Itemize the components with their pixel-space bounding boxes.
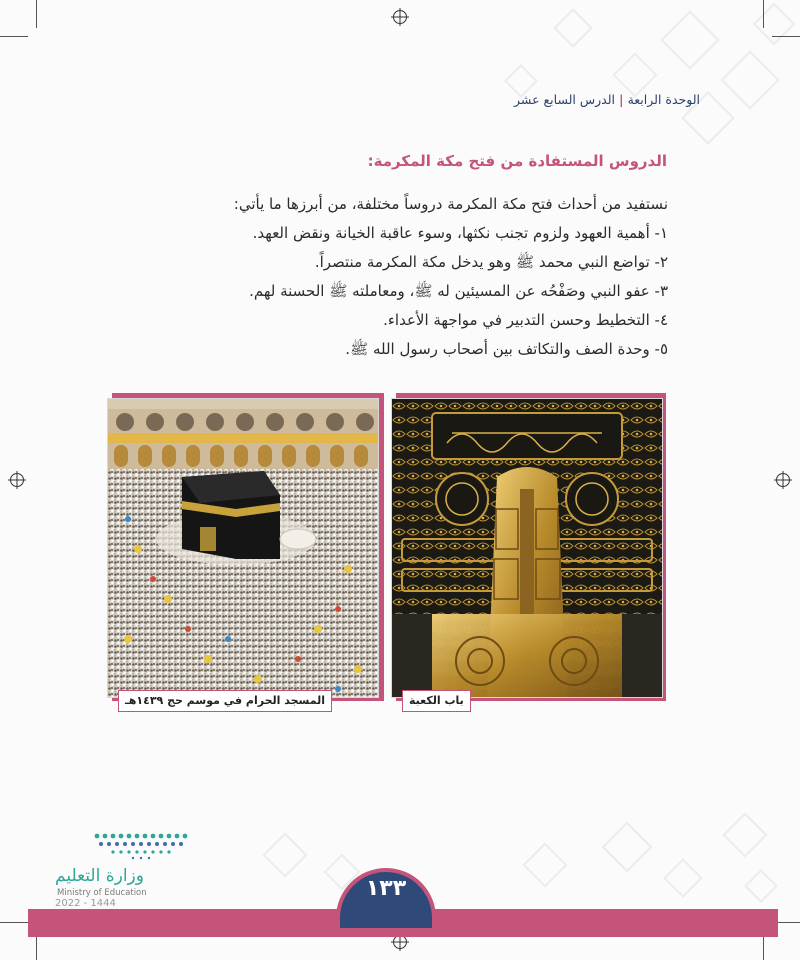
registration-mark-icon bbox=[393, 10, 407, 24]
intro-paragraph: نستفيد من أحداث فتح مكة المكرمة دروساً مختلفة، من أبرزها ما يأتي: bbox=[233, 195, 668, 213]
kaaba-door-photo bbox=[391, 398, 663, 698]
ministry-logo-icon bbox=[55, 828, 195, 862]
registration-mark-icon bbox=[776, 473, 790, 487]
registration-mark-icon bbox=[393, 935, 407, 949]
list-item: ٢- تواضع النبي محمد ﷺ وهو يدخل مكة المكرمة منتصراً. bbox=[314, 253, 668, 271]
page-number: ١٣٣ bbox=[365, 876, 407, 901]
section-title: الدروس المستفادة من فتح مكة المكرمة: bbox=[367, 152, 667, 170]
list-item: ٣- عفو النبي وصَفْحُه عن المسيئين له ﷺ، ومعاملته ﷺ الحسنة لهم. bbox=[249, 282, 668, 300]
crop-mark bbox=[36, 0, 37, 28]
crop-mark bbox=[763, 0, 764, 28]
lesson-content bbox=[108, 190, 668, 364]
unit-label: الوحدة الرابعة bbox=[627, 92, 700, 107]
crop-mark bbox=[0, 922, 28, 923]
masjid-al-haram-photo bbox=[107, 398, 379, 698]
crop-mark bbox=[772, 36, 800, 37]
decorative-pattern-bottom bbox=[230, 780, 800, 910]
list-item: ١- أهمية العهود ولزوم تجنب نكثها، وسوء عاقبة الخيانة ونقض العهد. bbox=[252, 224, 668, 242]
decorative-pattern-top bbox=[440, 0, 800, 170]
ministry-name-arabic: وزارة التعليم bbox=[55, 866, 144, 886]
running-header bbox=[514, 92, 700, 107]
lesson-label: الدرس السابع عشر bbox=[514, 92, 615, 107]
registration-mark-icon bbox=[10, 473, 24, 487]
ministry-name-english: Ministry of Education bbox=[57, 888, 147, 898]
crop-mark bbox=[0, 36, 28, 37]
lessons-list bbox=[108, 219, 668, 364]
image-caption-kaaba-door: باب الكعبة bbox=[402, 690, 471, 712]
academic-year: 2022 - 1444 bbox=[55, 898, 116, 909]
header-separator: | bbox=[619, 92, 624, 107]
image-caption-masjid: المسجد الحرام في موسم حج ١٤٣٩هـ bbox=[118, 690, 332, 712]
list-item: ٥- وحدة الصف والتكاتف بين أصحاب رسول الله ﷺ. bbox=[345, 340, 668, 358]
list-item: ٤- التخطيط وحسن التدبير في مواجهة الأعداء. bbox=[383, 311, 668, 329]
